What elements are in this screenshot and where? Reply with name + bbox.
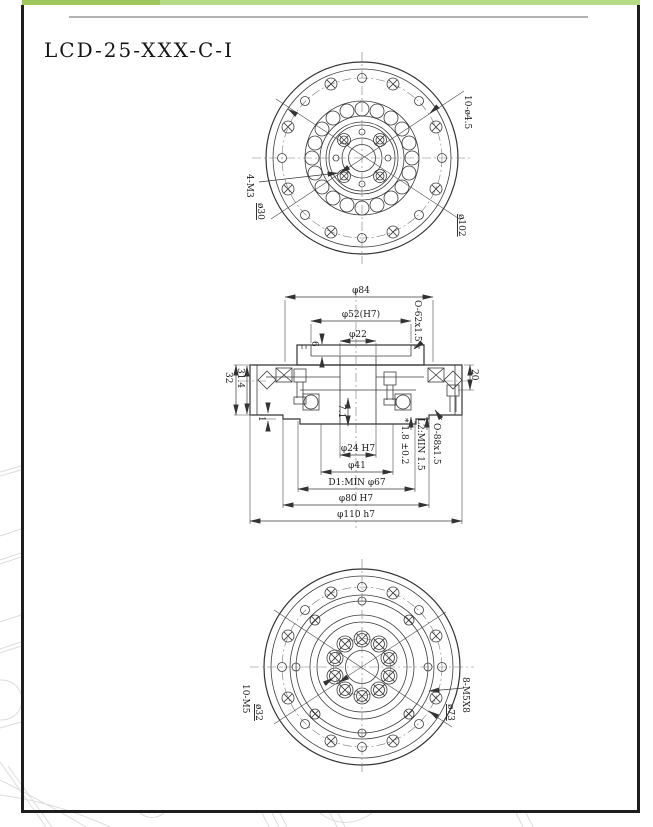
top-hole-callout: 10-ø4.5 bbox=[462, 95, 472, 130]
dim-dia22: φ22 bbox=[349, 330, 367, 340]
top-screw-callout: 4-M3 bbox=[244, 174, 254, 198]
dim-step1: 1 bbox=[256, 416, 266, 422]
dim-dia41: φ41 bbox=[348, 461, 366, 471]
top-view-circles bbox=[252, 52, 472, 264]
dim-dia84: φ84 bbox=[352, 286, 370, 296]
dim-height20: 20 bbox=[469, 369, 479, 381]
header-bar-accent bbox=[22, 0, 160, 5]
bottom-bolt-circle-outer: ø73 bbox=[445, 704, 455, 721]
dim-depth7-1: 7.1 bbox=[336, 404, 346, 419]
bottom-view-leaders bbox=[274, 610, 464, 727]
dim-dia110: φ110 h7 bbox=[337, 510, 375, 520]
dim-oring-top: O-62x1.5 bbox=[412, 300, 422, 342]
dim-l2min: L2:MIN 1.5 bbox=[415, 418, 425, 471]
page-title: LCD-25-XXX-C-I bbox=[44, 38, 234, 62]
header-divider bbox=[69, 16, 588, 18]
bottom-bolt-circle-inner: ø32 bbox=[253, 704, 263, 721]
bottom-screw-callout-outer: 8-M5X8 bbox=[460, 677, 470, 713]
dim-dia80: φ80 H7 bbox=[338, 494, 374, 504]
header-bar bbox=[160, 0, 640, 5]
top-bolt-circle-inner: ø30 bbox=[255, 203, 265, 220]
top-bolt-circle-outer: ø102 bbox=[456, 214, 466, 237]
dim-dia52: φ52(H7) bbox=[341, 310, 381, 320]
dim-height-inner: 31.4 bbox=[235, 368, 245, 389]
dim-oring-bottom: O-88x1.5 bbox=[431, 423, 441, 465]
dim-dia24: φ24 H7 bbox=[340, 444, 376, 454]
dim-depth6: 6 bbox=[309, 341, 319, 347]
bottom-view bbox=[240, 559, 474, 775]
section-view bbox=[223, 286, 479, 528]
dim-dia67: D1:MIN φ67 bbox=[328, 478, 386, 488]
top-view bbox=[244, 52, 472, 264]
dim-height-total: 32 bbox=[223, 372, 233, 384]
dim-tol1-8: * 1.8 ±0.2 bbox=[399, 418, 409, 465]
bottom-screw-callout-inner: 10-M5 bbox=[240, 684, 250, 714]
section-body bbox=[240, 288, 472, 528]
